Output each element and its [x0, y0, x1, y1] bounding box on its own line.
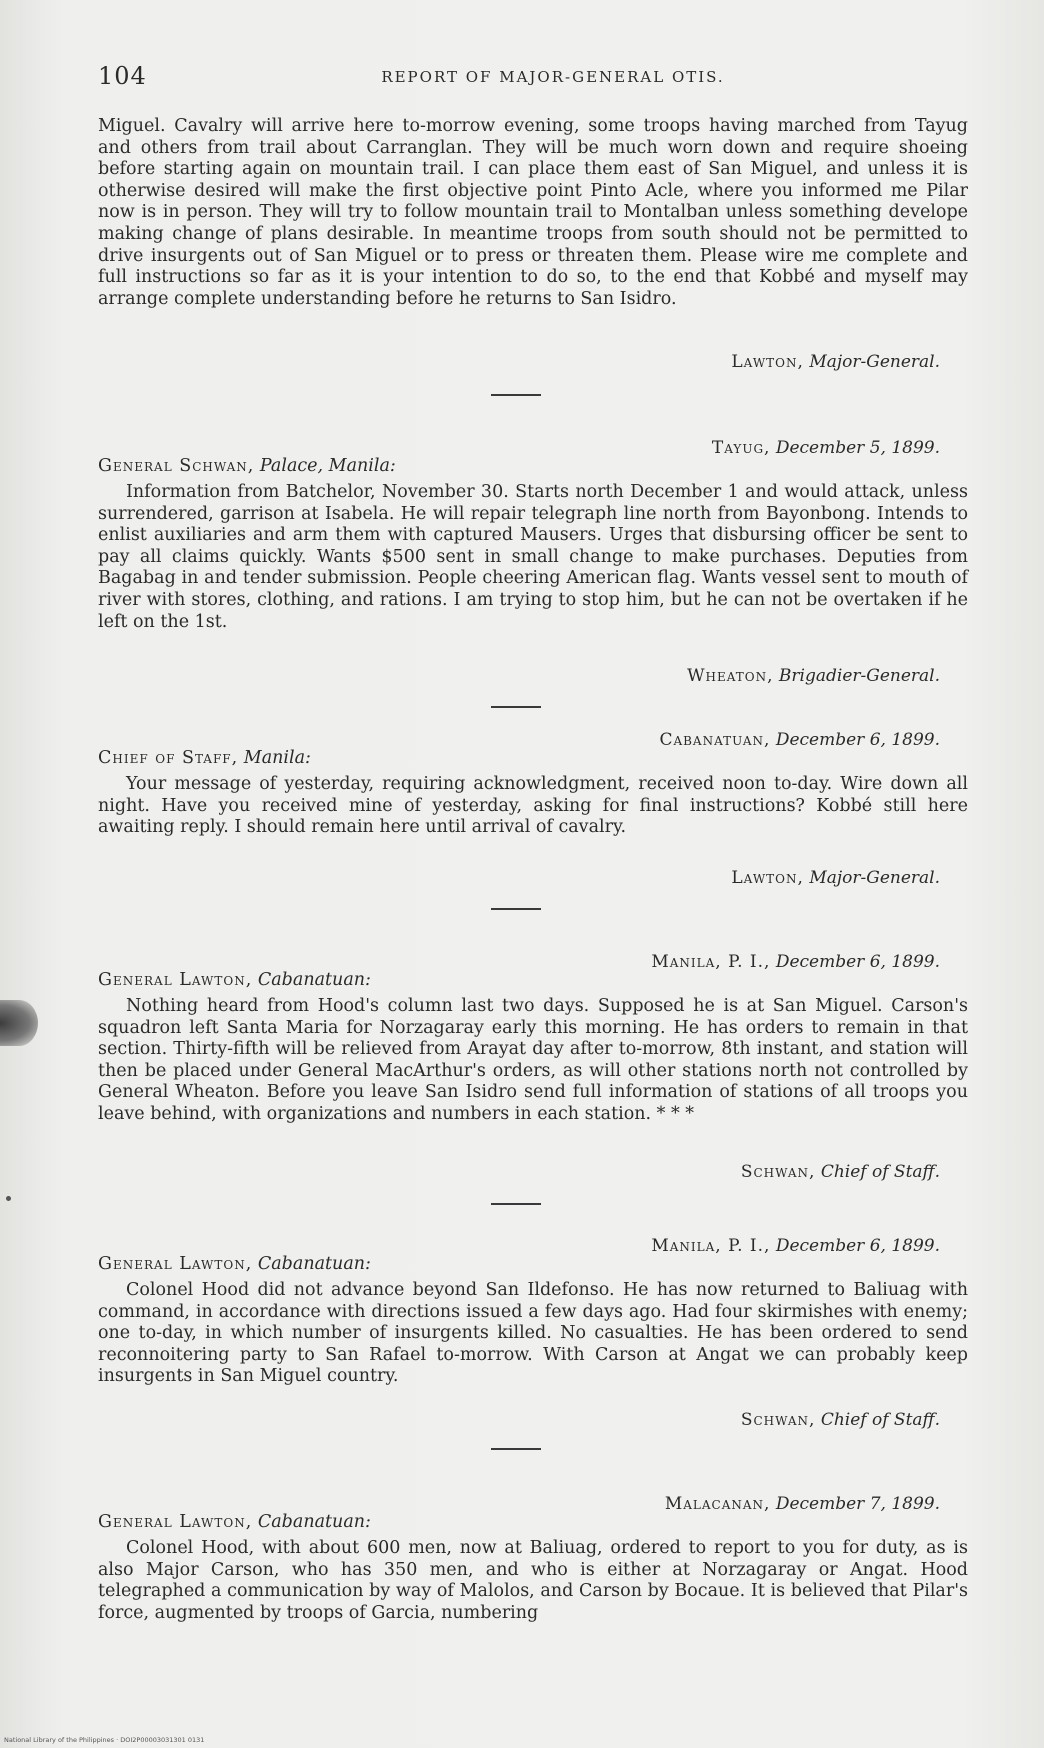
section-divider	[491, 394, 541, 396]
salutation: Chief of Staff, Manila:	[98, 748, 311, 768]
message-body: Colonel Hood, with about 600 men, now at Baliuag, ordered to report to you for duty, as is also Major Carson, who has 350 men, and who is either at Norzagaray or Angat. Hood telegraphed a communication by way of Malolos, and Carson by Bocaue. It is believed that Pilar's force, augmented by troops of Garcia, numbering	[98, 1538, 968, 1623]
dateline: Malacanan, December 7, 1899.	[664, 1494, 940, 1514]
signature: Wheaton, Brigadier-General.	[687, 666, 940, 686]
signature: Lawton, Major-General.	[731, 868, 940, 888]
dateline: Manila, P. I., December 6, 1899.	[651, 1236, 940, 1256]
dateline: Manila, P. I., December 6, 1899.	[651, 952, 940, 972]
section-divider	[491, 706, 541, 708]
dateline: Tayug, December 5, 1899.	[711, 438, 940, 458]
scan-footer: National Library of the Philippines · DOI2P00003031301 0131	[4, 1736, 205, 1744]
paragraph-body: Miguel. Cavalry will arrive here to-morrow evening, some troops having marched from Tayug and others from trail about Carranglan. They will be much worn down and require shoeing before starting again on mountain trail. I can place them east of San Miguel, and unless it is otherwise desired will make the first objective point Pinto Acle, where you informed me Pilar now is in person. They will try to follow mountain trail to Montalban unless something develope making change of plans desirable. In meantime troops from south should not be permitted to drive insurgents out of San Miguel or to press or threaten them. Please wire me complete and full instructions so far as it is your intention to do so, to the end that Kobbé and myself may arrange complete understanding before he returns to San Isidro.	[98, 116, 968, 309]
section-divider	[491, 1448, 541, 1450]
message-body: Your message of yesterday, requiring acknowledgment, received noon to-day. Wire down all night. Have you received mine of yesterday, asking for final instructions? Kobbé still here awaiting reply. I should remain here until arrival of cavalry.	[98, 774, 968, 838]
message-body: Nothing heard from Hood's column last two days. Supposed he is at San Miguel. Carson's squadron left Santa Maria for Norzagaray early this morning. He has orders to remain in that section. Thirty-fifth will be relieved from Arayat day after to-morrow, 8th instant, and station will then be placed under General MacArthur's orders, as will other stations north not controlled by General Wheaton. Before you leave San Isidro send full information of stations of all troops you leave behind, with organizations and numbers in each station. * * *	[98, 996, 968, 1124]
salutation: General Schwan, Palace, Manila:	[98, 456, 396, 476]
section-divider	[491, 908, 541, 910]
salutation: General Lawton, Cabanatuan:	[98, 970, 371, 990]
message-body: Colonel Hood did not advance beyond San Ildefonso. He has now returned to Baliuag with command, in accordance with directions issued a few days ago. Had four skirmishes with enemy; one to-day, in which number of insurgents killed. No casualties. He has been ordered to send reconnoitering party to San Rafael to-morrow. With Carson at Angat we can probably keep insurgents in San Miguel country.	[98, 1280, 968, 1387]
running-head: REPORT OF MAJOR-GENERAL OTIS.	[381, 68, 725, 86]
salutation: General Lawton, Cabanatuan:	[98, 1512, 371, 1532]
scan-thumb-smudge	[0, 1000, 38, 1046]
section-divider	[491, 1203, 541, 1205]
signature: Lawton, Major-General.	[731, 352, 940, 372]
salutation: General Lawton, Cabanatuan:	[98, 1254, 371, 1274]
message-body: Information from Batchelor, November 30. Starts north December 1 and would attack, unless surrendered, garrison at Isabela. He will repair telegraph line north from Bayonbong. Intends to enlist auxiliaries and arm them with captured Mausers. Urges that disbursing officer be sent to pay all claims quickly. Wants $500 sent in small change to make purchases. Deputies from Bagabag in and tender submission. People cheering American flag. Wants vessel sent to mouth of river with stores, clothing, and rations. I am trying to stop him, but he can not be overtaken if he left on the 1st.	[98, 482, 968, 632]
scan-speck	[6, 1196, 11, 1201]
page-header	[98, 62, 948, 92]
paragraph-continuation	[98, 116, 968, 310]
page-number: 104	[98, 62, 147, 90]
dateline: Cabanatuan, December 6, 1899.	[659, 730, 940, 750]
signature: Schwan, Chief of Staff.	[740, 1162, 940, 1182]
signature: Schwan, Chief of Staff.	[740, 1410, 940, 1430]
